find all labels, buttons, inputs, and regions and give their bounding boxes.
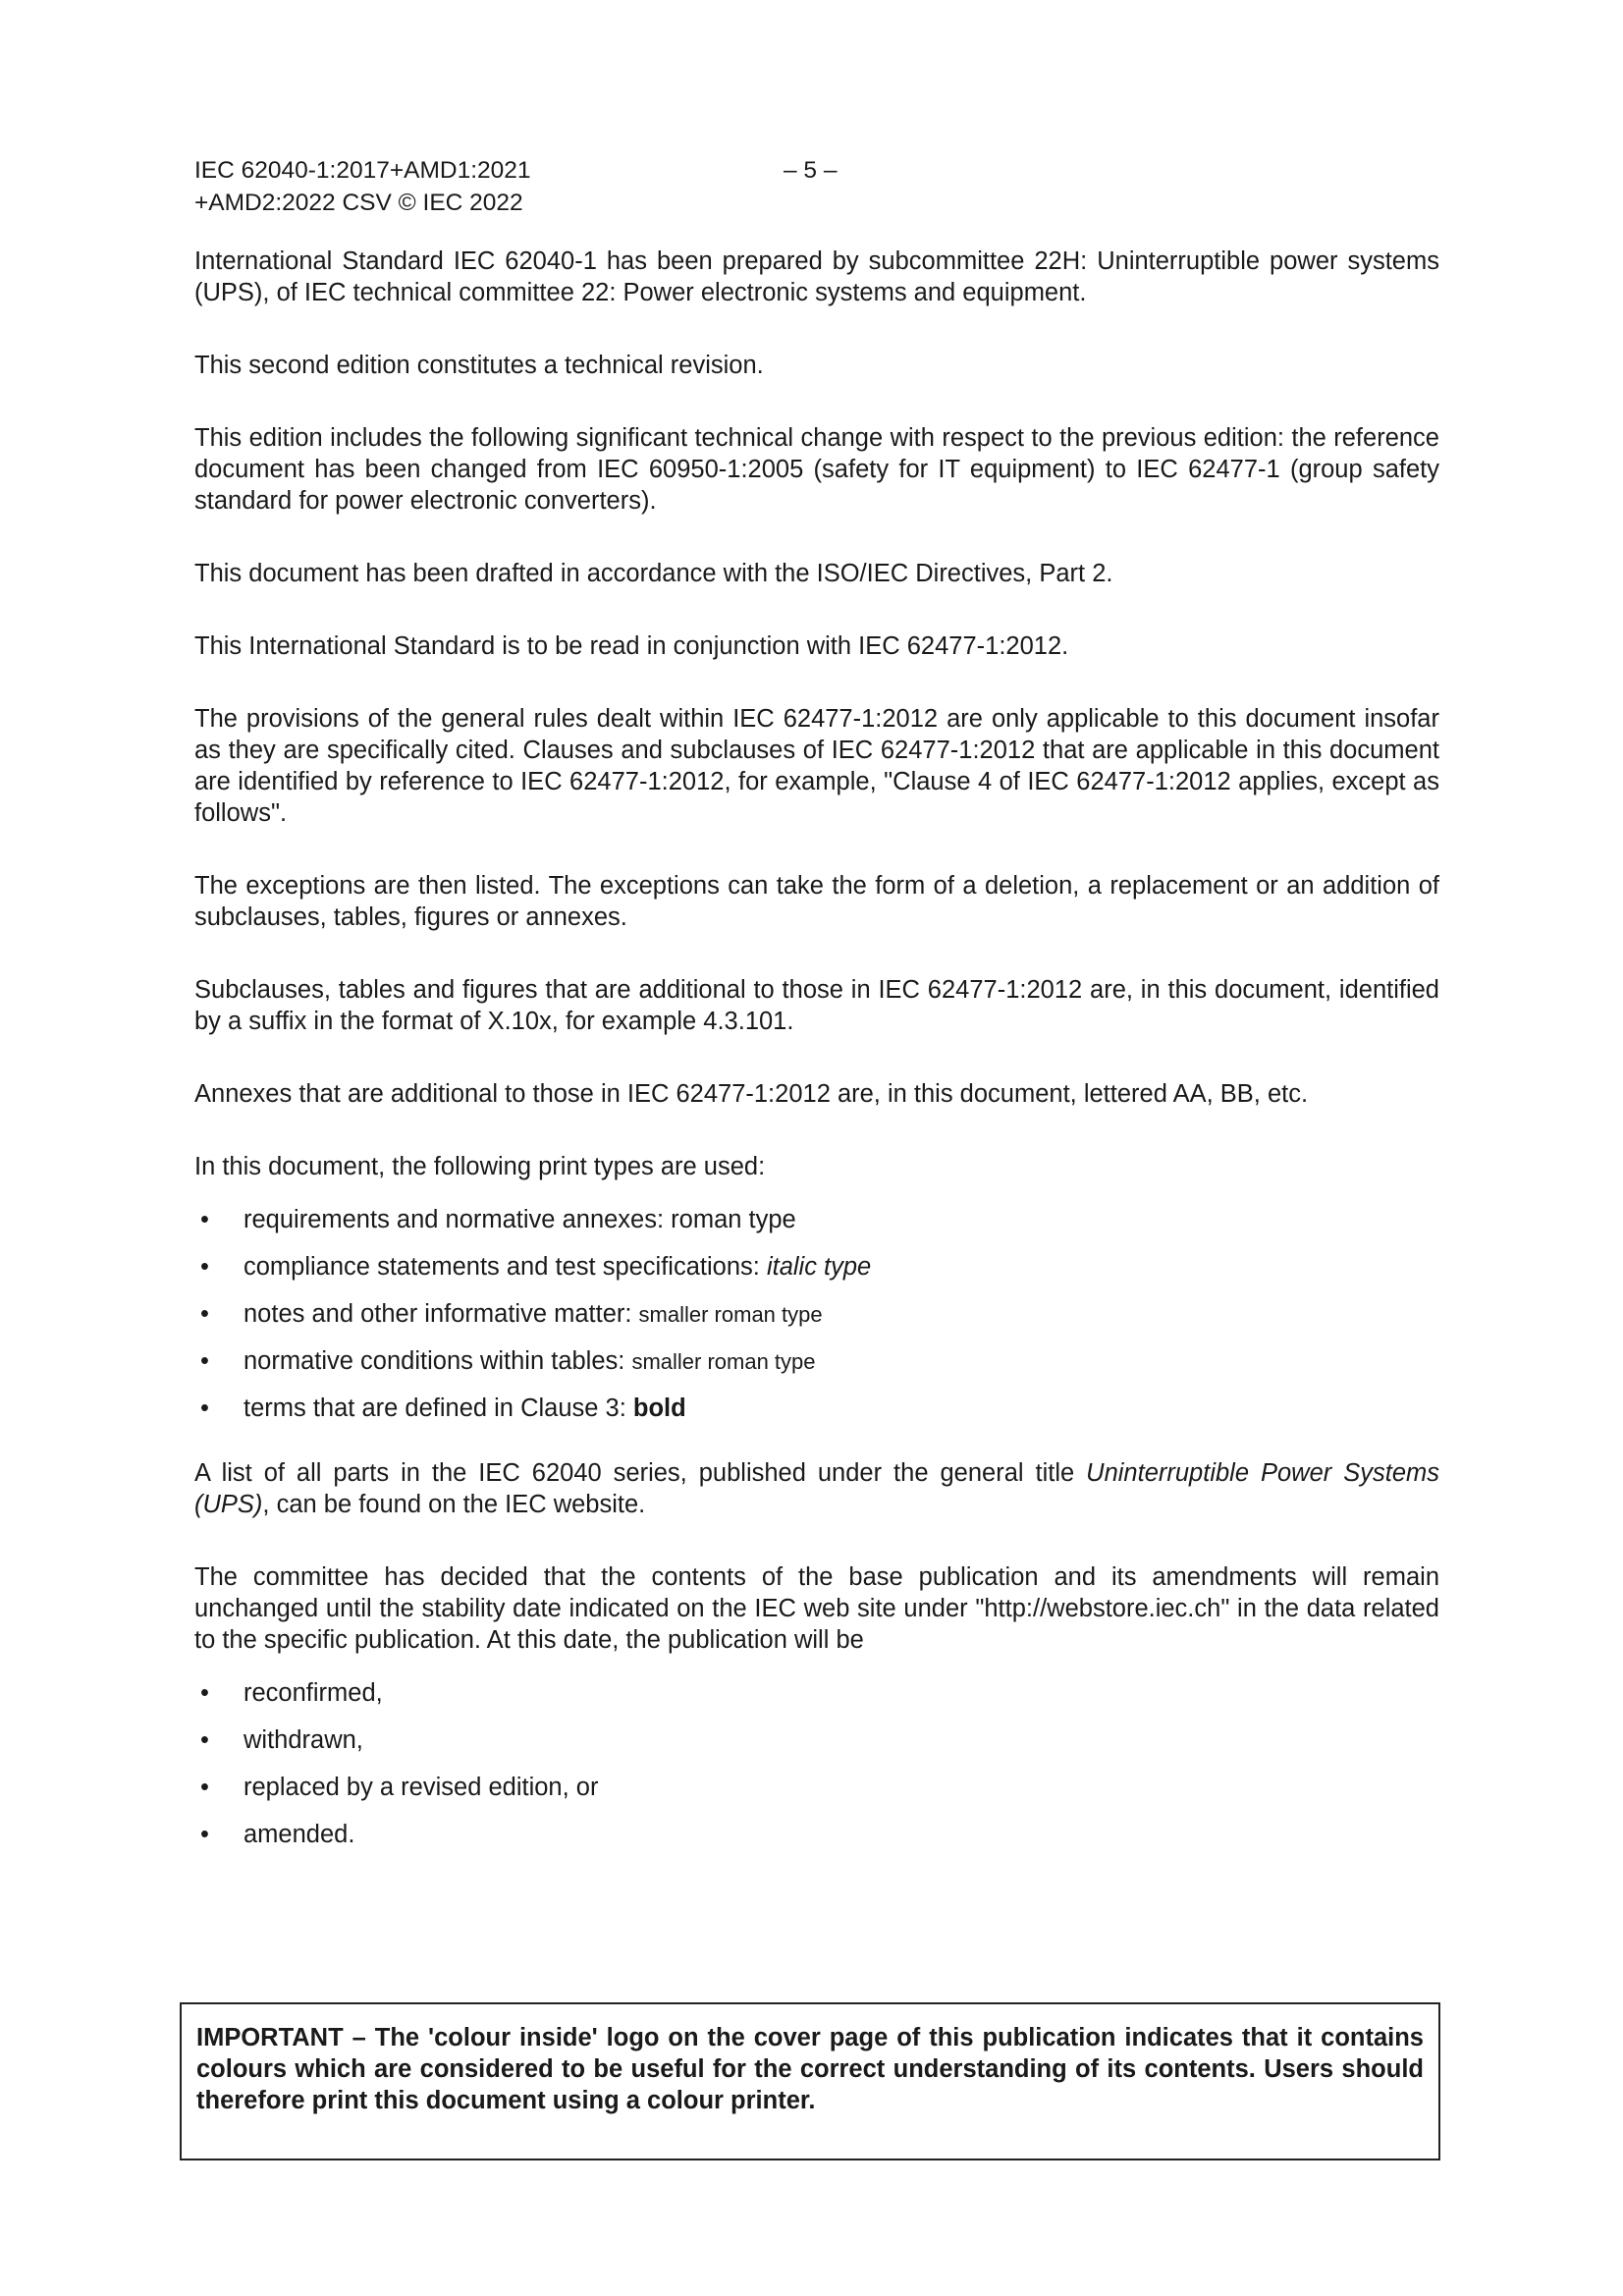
important-notice-box [180, 2002, 1440, 2160]
bullet-glyph: • [200, 1394, 209, 1422]
bullet-glyph: • [200, 1726, 209, 1754]
paragraph-exceptions: The exceptions are then listed. The exceptions can take the form of a deletion, a replacement or an addition of subclauses, tables, figures or annexes. [194, 872, 1439, 931]
list-item-text: amended. [243, 1821, 355, 1848]
list-item [194, 1251, 1439, 1298]
list-item-text: replaced by a revised edition, or [243, 1774, 599, 1801]
paragraph-changes: This edition includes the following significant technical change with respect to the previous edition: the reference document has been changed from IEC 60950-1:2005 (safety for IT equipment) to IEC 62477-1 (group safety standard for power electronic converters). [194, 424, 1439, 515]
important-notice-text: IMPORTANT – The 'colour inside' logo on the cover page of this publication indicates that it contains colours which are considered to be useful for the correct understanding of its contents. Users should therefore print this document using a colour printer. [196, 2024, 1424, 2114]
list-item [194, 1724, 1439, 1772]
list-item-style: italic type [766, 1253, 872, 1281]
list-item-style: roman type [671, 1206, 796, 1233]
list-item [194, 1819, 1439, 1866]
parts-list-prefix: A list of all parts in the IEC 62040 series, published under the general title [194, 1459, 1087, 1487]
list-item-text: withdrawn, [243, 1726, 363, 1754]
paragraph-stability: The committee has decided that the contents of the base publication and its amendments will remain unchanged until the stability date indicated on the IEC web site under "http://webstore.iec.ch" in the data related to the specific publication. At this date, the publication will be [194, 1563, 1439, 1654]
list-item-label: notes and other informative matter: [243, 1300, 639, 1328]
bullet-glyph: • [200, 1347, 209, 1375]
list-item [194, 1772, 1439, 1819]
list-item [194, 1393, 1439, 1440]
list-item-label: normative conditions within tables: [243, 1347, 632, 1375]
bullet-glyph: • [200, 1300, 209, 1328]
parts-list-suffix: , can be found on the IEC website. [262, 1491, 646, 1518]
paragraph-conjunction: This International Standard is to be read in conjunction with IEC 62477-1:2012. [194, 632, 1069, 660]
reference-line-1: IEC 62040-1:2017+AMD1:2021 [194, 157, 531, 184]
series-title: Uninterruptible Power Systems (UPS) [194, 1459, 1439, 1518]
list-item [194, 1677, 1439, 1724]
list-item [194, 1204, 1439, 1251]
bullet-glyph: • [200, 1679, 209, 1707]
paragraph-print-types-intro: In this document, the following print types are used: [194, 1153, 766, 1180]
list-item [194, 1345, 1439, 1393]
document-reference [194, 154, 531, 219]
paragraph-subclauses: Subclauses, tables and figures that are additional to those in IEC 62477-1:2012 are, in this document, identified by a suffix in the format of X.10x, for example 4.3.101. [194, 976, 1439, 1035]
reference-line-2: +AMD2:2022 CSV © IEC 2022 [194, 190, 523, 216]
paragraph-directives: This document has been drafted in accordance with the ISO/IEC Directives, Part 2. [194, 560, 1113, 587]
print-types-list [194, 1204, 1439, 1440]
paragraph-edition: This second edition constitutes a technical revision. [194, 352, 764, 379]
bullet-glyph: • [200, 1774, 209, 1801]
paragraph-preparation: International Standard IEC 62040-1 has been prepared by subcommittee 22H: Uninterruptible power systems (UPS), of IEC technical committee 22: Power electronic systems and equipment. [194, 247, 1439, 306]
list-item [194, 1298, 1439, 1345]
bullet-glyph: • [200, 1206, 209, 1233]
paragraph-annexes: Annexes that are additional to those in IEC 62477-1:2012 are, in this document, lettered AA, BB, etc. [194, 1080, 1309, 1108]
list-item-style: bold [632, 1394, 686, 1422]
list-item-style: smaller roman type [638, 1302, 823, 1327]
document-body [194, 246, 1439, 1884]
list-item-text: reconfirmed, [243, 1679, 383, 1707]
page-number: – 5 – [784, 157, 838, 184]
outcomes-list [194, 1677, 1439, 1866]
list-item-label: compliance statements and test specifications: [243, 1253, 767, 1281]
bullet-glyph: • [200, 1821, 209, 1848]
list-item-style: smaller roman type [631, 1349, 816, 1374]
bullet-glyph: • [200, 1253, 209, 1281]
paragraph-provisions: The provisions of the general rules dealt within IEC 62477-1:2012 are only applicable to this document insofar as they are specifically cited. Clauses and subclauses of IEC 62477-1:2012 that are applicable in this document are identified by reference to IEC 62477-1:2012, for example, "Clause 4 of IEC 62477-1:2012 applies, except as follows". [194, 705, 1439, 827]
list-item-label: terms that are defined in Clause 3: [243, 1394, 633, 1422]
paragraph-parts-list [194, 1457, 1439, 1520]
list-item-label: requirements and normative annexes: [243, 1206, 672, 1233]
